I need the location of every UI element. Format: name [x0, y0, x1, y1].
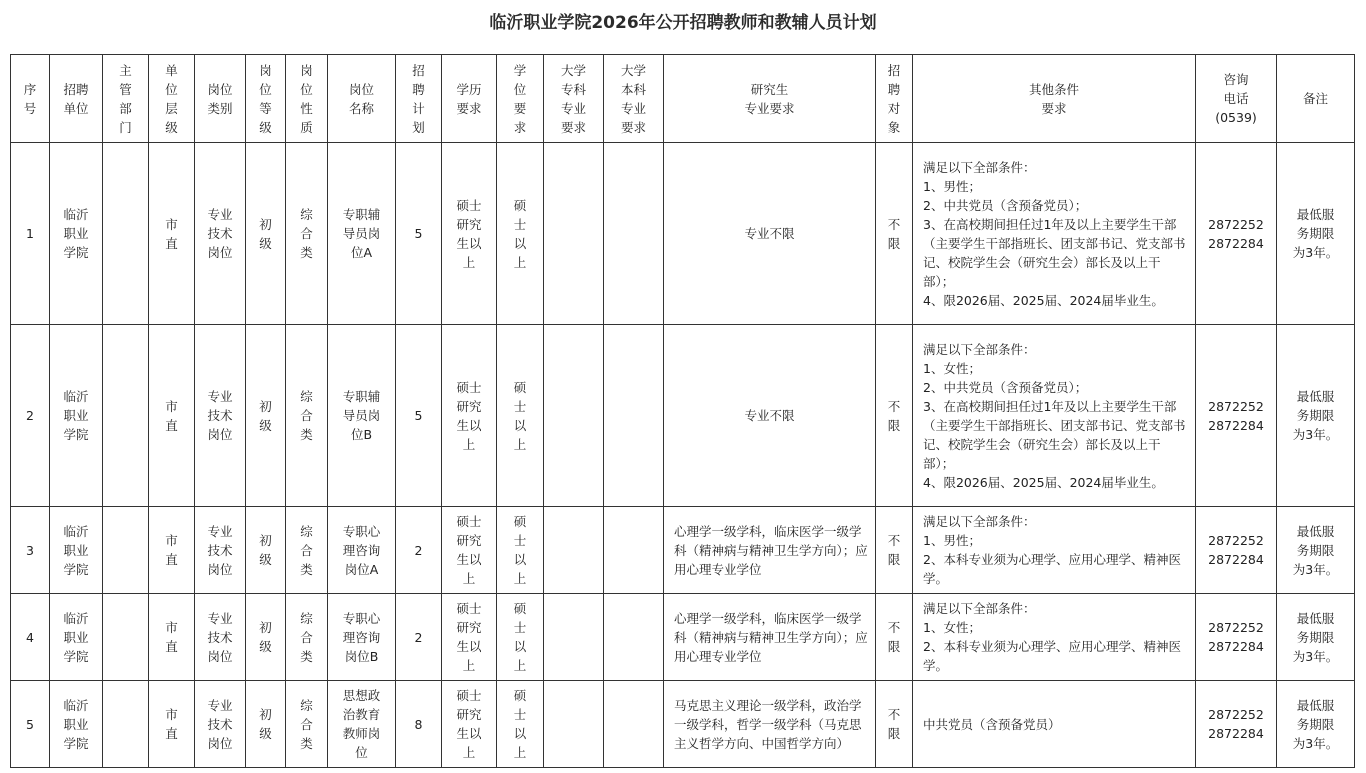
cell-plan: 5: [396, 325, 442, 507]
cell-degree: 硕 士 以 上: [497, 325, 544, 507]
cell-position: 专职心 理咨询 岗位A: [328, 507, 396, 594]
cell-nature: 综 合 类: [286, 325, 328, 507]
cell-other-requirements: 中共党员（含预备党员）: [913, 681, 1196, 768]
cell-grad-major: 心理学一级学科，临床医学一级学科（精神病与精神卫生学方向）；应用心理专业学位: [664, 507, 876, 594]
header-cell-unit: 招聘 单位: [50, 55, 103, 143]
table-row: [11, 681, 1355, 768]
cell-unit: 临沂 职业 学院: [50, 325, 103, 507]
cell-degree: 硕 士 以 上: [497, 594, 544, 681]
header-cell-education: 学历 要求: [442, 55, 497, 143]
cell-bachelor-major: [604, 143, 664, 325]
cell-remark: 最低服 务期限 为3年。: [1277, 594, 1355, 681]
cell-grad-major: 专业不限: [664, 325, 876, 507]
header-cell-bachelor-major: 大学 本科 专业 要求: [604, 55, 664, 143]
cell-remark: 最低服 务期限 为3年。: [1277, 681, 1355, 768]
cell-grad-major: 专业不限: [664, 143, 876, 325]
cell-other-requirements: 满足以下全部条件： 1、女性； 2、本科专业须为心理学、应用心理学、精神医学。: [913, 594, 1196, 681]
cell-no: 1: [11, 143, 50, 325]
cell-bachelor-major: [604, 325, 664, 507]
cell-no: 3: [11, 507, 50, 594]
header-cell-plan: 招 聘 计 划: [396, 55, 442, 143]
cell-education: 硕士 研究 生以 上: [442, 507, 497, 594]
header-cell-degree: 学 位 要 求: [497, 55, 544, 143]
cell-unit: 临沂 职业 学院: [50, 681, 103, 768]
cell-target: 不 限: [876, 325, 913, 507]
cell-level: 市 直: [149, 143, 195, 325]
cell-dept: [103, 143, 149, 325]
cell-no: 2: [11, 325, 50, 507]
cell-nature: 综 合 类: [286, 143, 328, 325]
header-cell-remark: 备注: [1277, 55, 1355, 143]
cell-college-major: [544, 143, 604, 325]
cell-grad-major: 马克思主义理论一级学科，政治学一级学科，哲学一级学科（马克思主义哲学方向、中国哲学方向）: [664, 681, 876, 768]
cell-category: 专业 技术 岗位: [195, 681, 246, 768]
cell-phone: 2872252 2872284: [1196, 325, 1277, 507]
cell-education: 硕士 研究 生以 上: [442, 594, 497, 681]
cell-dept: [103, 594, 149, 681]
cell-phone: 2872252 2872284: [1196, 507, 1277, 594]
cell-no: 5: [11, 681, 50, 768]
cell-college-major: [544, 681, 604, 768]
cell-bachelor-major: [604, 681, 664, 768]
cell-other-requirements: 满足以下全部条件： 1、男性； 2、中共党员（含预备党员）； 3、在高校期间担任过1年及以上主要学生干部（主要学生干部指班长、团支部书记、党支部书记、校院学生会（研究生会）部长及以上干部）； 4、限2026届、2025届、2024届毕业生。: [913, 143, 1196, 325]
table-row: [11, 143, 1355, 325]
header-cell-target: 招 聘 对 象: [876, 55, 913, 143]
cell-plan: 8: [396, 681, 442, 768]
cell-level: 市 直: [149, 325, 195, 507]
cell-grade: 初 级: [246, 507, 286, 594]
cell-nature: 综 合 类: [286, 507, 328, 594]
cell-target: 不 限: [876, 681, 913, 768]
header-cell-grad-major: 研究生 专业要求: [664, 55, 876, 143]
cell-unit: 临沂 职业 学院: [50, 507, 103, 594]
cell-phone: 2872252 2872284: [1196, 143, 1277, 325]
cell-bachelor-major: [604, 594, 664, 681]
header-cell-category: 岗位 类别: [195, 55, 246, 143]
cell-college-major: [544, 507, 604, 594]
cell-position: 专职心 理咨询 岗位B: [328, 594, 396, 681]
cell-dept: [103, 507, 149, 594]
cell-plan: 2: [396, 594, 442, 681]
cell-education: 硕士 研究 生以 上: [442, 325, 497, 507]
page-title: 临沂职业学院2026年公开招聘教师和教辅人员计划: [489, 13, 877, 33]
cell-grade: 初 级: [246, 143, 286, 325]
header-cell-other: 其他条件 要求: [913, 55, 1196, 143]
header-cell-dept: 主 管 部 门: [103, 55, 149, 143]
cell-education: 硕士 研究 生以 上: [442, 143, 497, 325]
header-cell-no: 序 号: [11, 55, 50, 143]
cell-target: 不 限: [876, 594, 913, 681]
cell-plan: 5: [396, 143, 442, 325]
header-cell-position: 岗位 名称: [328, 55, 396, 143]
cell-other-requirements: 满足以下全部条件： 1、女性； 2、中共党员（含预备党员）； 3、在高校期间担任过1年及以上主要学生干部（主要学生干部指班长、团支部书记、党支部书记、校院学生会（研究生会）部长及以上干部）； 4、限2026届、2025届、2024届毕业生。: [913, 325, 1196, 507]
cell-grade: 初 级: [246, 325, 286, 507]
table-row: [11, 594, 1355, 681]
cell-category: 专业 技术 岗位: [195, 594, 246, 681]
header-cell-level: 单 位 层 级: [149, 55, 195, 143]
cell-no: 4: [11, 594, 50, 681]
cell-unit: 临沂 职业 学院: [50, 594, 103, 681]
header-cell-nature: 岗 位 性 质: [286, 55, 328, 143]
cell-education: 硕士 研究 生以 上: [442, 681, 497, 768]
cell-category: 专业 技术 岗位: [195, 325, 246, 507]
cell-college-major: [544, 325, 604, 507]
cell-category: 专业 技术 岗位: [195, 507, 246, 594]
cell-phone: 2872252 2872284: [1196, 594, 1277, 681]
cell-unit: 临沂 职业 学院: [50, 143, 103, 325]
cell-plan: 2: [396, 507, 442, 594]
cell-degree: 硕 士 以 上: [497, 681, 544, 768]
cell-degree: 硕 士 以 上: [497, 507, 544, 594]
header-row: [11, 55, 1355, 143]
cell-level: 市 直: [149, 594, 195, 681]
cell-dept: [103, 325, 149, 507]
cell-target: 不 限: [876, 143, 913, 325]
cell-remark: 最低服 务期限 为3年。: [1277, 507, 1355, 594]
cell-dept: [103, 681, 149, 768]
cell-college-major: [544, 594, 604, 681]
cell-position: 思想政 治教育 教师岗 位: [328, 681, 396, 768]
cell-level: 市 直: [149, 681, 195, 768]
cell-other-requirements: 满足以下全部条件： 1、男性； 2、本科专业须为心理学、应用心理学、精神医学。: [913, 507, 1196, 594]
cell-nature: 综 合 类: [286, 681, 328, 768]
cell-grad-major: 心理学一级学科，临床医学一级学科（精神病与精神卫生学方向）；应用心理专业学位: [664, 594, 876, 681]
cell-target: 不 限: [876, 507, 913, 594]
header-cell-grade: 岗 位 等 级: [246, 55, 286, 143]
cell-phone: 2872252 2872284: [1196, 681, 1277, 768]
cell-position: 专职辅 导员岗 位A: [328, 143, 396, 325]
cell-grade: 初 级: [246, 594, 286, 681]
cell-category: 专业 技术 岗位: [195, 143, 246, 325]
recruitment-plan-table: [10, 54, 1355, 768]
cell-level: 市 直: [149, 507, 195, 594]
header-cell-phone: 咨询 电话 (0539): [1196, 55, 1277, 143]
header-cell-college-major: 大学 专科 专业 要求: [544, 55, 604, 143]
cell-bachelor-major: [604, 507, 664, 594]
table-row: [11, 325, 1355, 507]
cell-grade: 初 级: [246, 681, 286, 768]
cell-nature: 综 合 类: [286, 594, 328, 681]
cell-position: 专职辅 导员岗 位B: [328, 325, 396, 507]
cell-degree: 硕 士 以 上: [497, 143, 544, 325]
cell-remark: 最低服 务期限 为3年。: [1277, 325, 1355, 507]
table-row: [11, 507, 1355, 594]
cell-remark: 最低服 务期限 为3年。: [1277, 143, 1355, 325]
